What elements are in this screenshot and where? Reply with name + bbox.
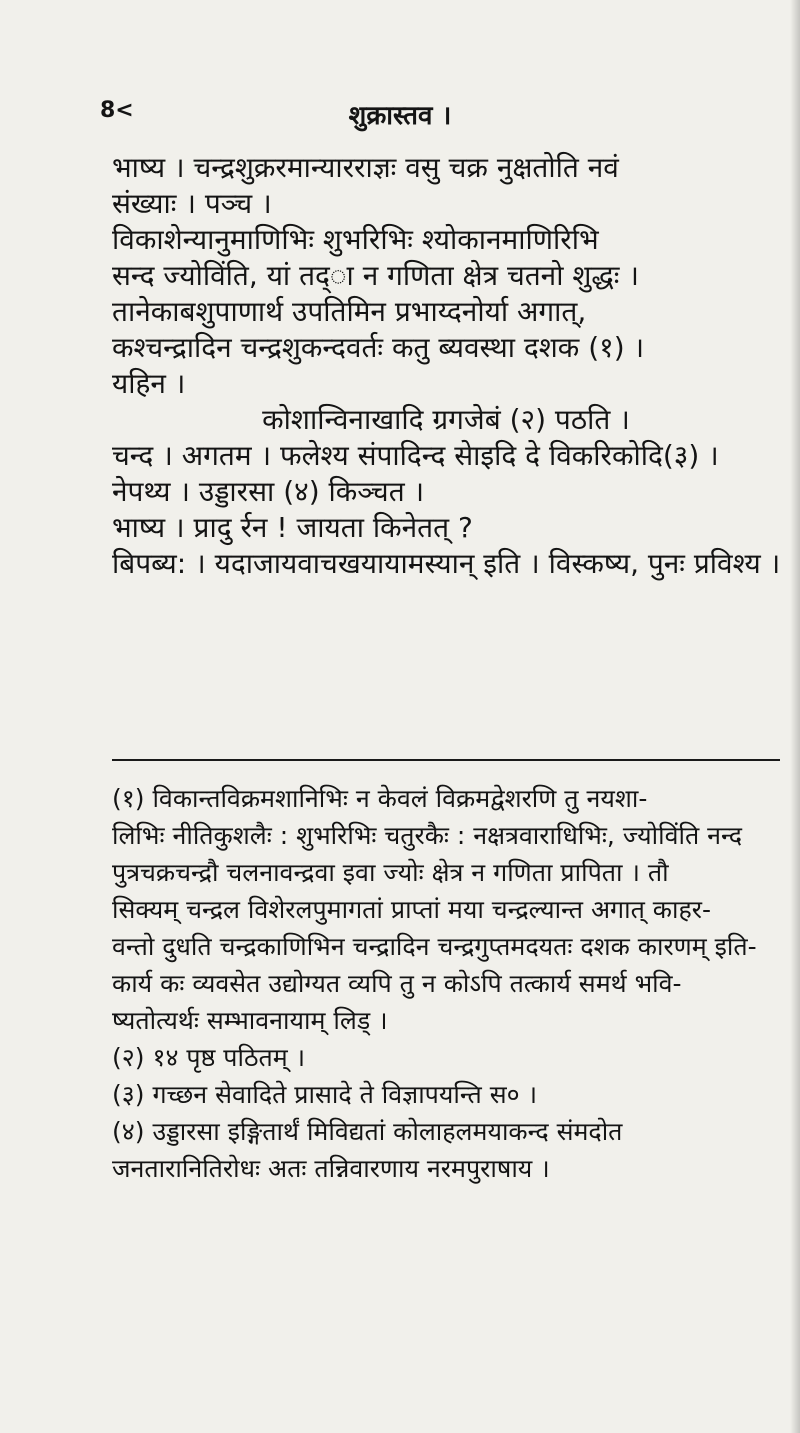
page-number: 8< bbox=[100, 98, 134, 123]
footnote-line: पुत्रचक्रचन्द्रौ चलनावन्द्रवा इवा ज्योः क्षेत्र न गणिता प्रापिता । तौ bbox=[112, 858, 669, 887]
footnote-line: (१) विकान्तविक्रमशानिभिः न केवलं विक्रमद्वेशरणि तु नयशा- bbox=[112, 784, 648, 813]
text-line: भाष्य । प्रादु र्रन ! जायता किनेतत् ? bbox=[112, 511, 473, 544]
footnote-line: ष्यतोत्यर्थः सम्भावनायाम् लिड् । bbox=[112, 1006, 388, 1035]
text-line: यहिन । bbox=[112, 367, 186, 400]
running-title: शुक्रास्तव । bbox=[348, 101, 452, 131]
footnote-line: लिभिः नीतिकुशलैः : शुभरिभिः चतुरकैः : नक्षत्रवाराधिभिः, ज्योविंति नन्द bbox=[112, 821, 743, 850]
footnote-line: जनतारानितिरोधः अतः तन्निवारणाय नरमपुराषाय । bbox=[112, 1154, 550, 1183]
footnote-line: कार्य कः व्यवसेत उद्योग्यत व्यपि तु न कोऽपि तत्कार्य समर्थ भवि- bbox=[112, 969, 682, 998]
text-line: सन्द ज्योविंति, यां तद्‌ा न गणिता क्षेत्र चतनो शुद्धः । bbox=[112, 259, 639, 292]
footnote-line: (४) उड्डारसा इङ्गितार्थं मिविद्यतां कोलाहलमयाकन्द संमदोत bbox=[112, 1117, 623, 1146]
footnote-line: (३) गच्छन सेवादिते प्रासादे ते विज्ञापयन्ति स० । bbox=[112, 1080, 538, 1109]
text-line: तानेकाबशुपाणार्थ उपतिमिन प्रभाय्दनोर्या अगात्, bbox=[112, 295, 587, 328]
text-line: कोशान्विनाखादि ग्रगजेबं (२) पठति । bbox=[262, 403, 630, 436]
text-line: कश्चन्द्रादिन चन्द्रशुकन्दवर्तः कतु ब्यवस्था दशक (१) । bbox=[112, 331, 645, 364]
footnote-divider bbox=[112, 759, 780, 761]
text-line: बिपब्य: । यदाजायवाचखयायामस्यान् इति । विस्कष्य, पुनः प्रविश्य । bbox=[112, 547, 781, 580]
main-text bbox=[112, 150, 780, 582]
text-line: विकाशेन्यानुमाणिभिः शुभरिभिः श्योकानमाणिरिभि bbox=[112, 223, 599, 256]
page-edge-shadow bbox=[790, 0, 800, 1433]
footnote-line: सिक्यम् चन्द्रल विशेरलपुमागतां प्राप्तां मया चन्द्रल्यान्त अगात् काहर- bbox=[112, 895, 712, 924]
page-header bbox=[0, 92, 800, 132]
text-line: नेपथ्य । उड्डारसा (४) किञ्चत । bbox=[112, 475, 425, 508]
footnote-line: (२) १४ पृष्ठ पठितम् । bbox=[112, 1043, 306, 1072]
text-line: चन्द । अगतम । फलेश्य संपादिन्द सेाइदि दे विकरिकोदि(३) । bbox=[112, 439, 719, 472]
footnote-line: वन्तो दुधति चन्द्रकाणिभिन चन्द्रादिन चन्द्रगुप्तमदयतः दशक कारणम् इति- bbox=[112, 932, 757, 961]
text-line: भाष्य । चन्द्रशुक्ररमान्यारराज्ञः वसु चक्र नुक्षतोति नवं bbox=[112, 151, 619, 184]
footnotes bbox=[112, 780, 780, 1187]
text-line: संख्याः । पञ्च । bbox=[112, 187, 272, 220]
